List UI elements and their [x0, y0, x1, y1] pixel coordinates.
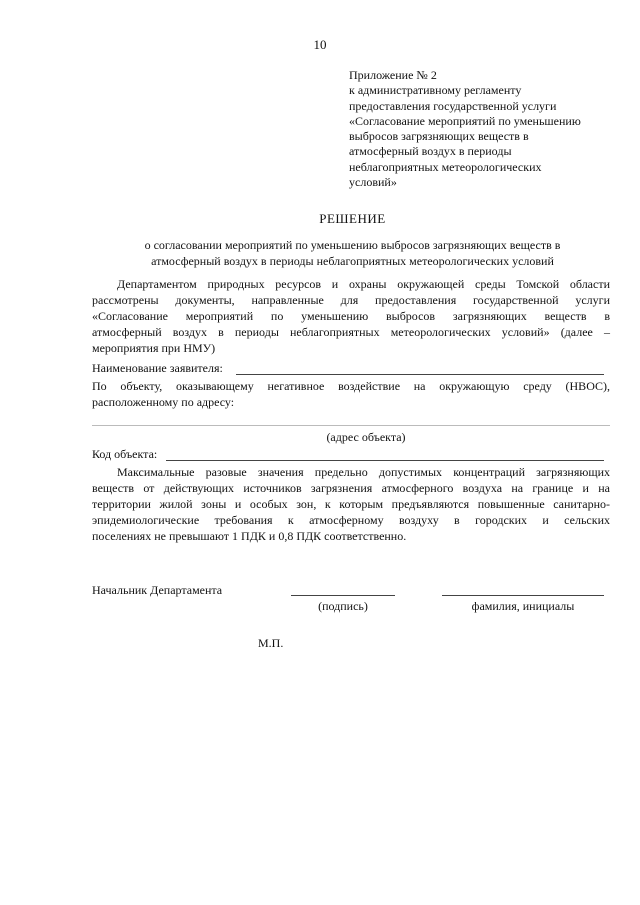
intro-line: мероприятия при НМУ) — [92, 341, 216, 355]
object-code-line — [166, 460, 604, 461]
address-line — [92, 425, 610, 426]
conclusion-line: эпидемиологические требования к атмосферному воздуху в городских и сельских — [92, 513, 610, 527]
signature-caption: (подпись) — [318, 599, 368, 613]
object-line: По объекту, оказывающему негативное воздействие на окружающую среду (НВОС), — [92, 379, 610, 393]
intro-paragraph — [92, 276, 610, 356]
appendix-line: к административному регламенту — [349, 83, 522, 98]
appendix-line: выбросов загрязняющих веществ в — [349, 129, 529, 144]
document-title: РЕШЕНИЕ — [319, 211, 386, 226]
intro-line: атмосферный воздух в периоды неблагоприятных метеорологических условий» (далее – — [92, 325, 610, 339]
conclusion-paragraph — [92, 464, 610, 544]
signatory-position: Начальник Департамента — [92, 583, 223, 597]
appendix-line: «Согласование мероприятий по уменьшению — [349, 113, 581, 128]
name-caption: фамилия, инициалы — [471, 599, 575, 613]
object-line: расположенному по адресу: — [92, 395, 235, 409]
appendix-line: предоставления государственной услуги — [349, 98, 557, 113]
appendix-header — [349, 68, 619, 190]
appendix-line: Приложение № 2 — [349, 68, 437, 82]
conclusion-line: территории жилой зоны и особых зон, к которым предъявляются повышенные санитарно- — [92, 497, 610, 511]
appendix-line: неблагоприятных метеорологических — [349, 159, 542, 174]
subtitle-line: о согласовании мероприятий по уменьшению выбросов загрязняющих веществ в — [144, 238, 561, 252]
intro-line: рассмотрены документы, направленные для предоставления государственной услуги — [92, 293, 610, 307]
applicant-name-line — [236, 374, 604, 375]
conclusion-line: поселениях не превышают 1 ПДК и 0,8 ПДК соответственно. — [92, 529, 407, 543]
page-number: 10 — [313, 37, 327, 52]
conclusion-line: Максимальные разовые значения предельно допустимых концентраций загрязняющих — [117, 465, 610, 479]
subtitle-line: атмосферный воздух в периоды неблагоприятных метеорологических условий — [151, 254, 554, 268]
object-paragraph — [92, 378, 610, 410]
intro-line: Департаментом природных ресурсов и охраны окружающей среды Томской области — [117, 277, 610, 291]
appendix-line: условий» — [349, 175, 397, 190]
address-caption: (адрес объекта) — [326, 430, 406, 444]
document-subtitle — [110, 237, 595, 269]
signature-line — [291, 595, 395, 596]
object-code-label: Код объекта: — [92, 447, 158, 461]
intro-line: «Согласование мероприятий по уменьшению выбросов загрязняющих веществ в — [92, 309, 610, 323]
appendix-line: атмосферный воздух в периоды — [349, 144, 512, 159]
conclusion-line: веществ от действующих источников загрязнения атмосферного воздуха на границе и на — [92, 481, 610, 495]
applicant-label: Наименование заявителя: — [92, 361, 223, 375]
name-line — [442, 595, 604, 596]
stamp-place: М.П. — [258, 636, 284, 650]
